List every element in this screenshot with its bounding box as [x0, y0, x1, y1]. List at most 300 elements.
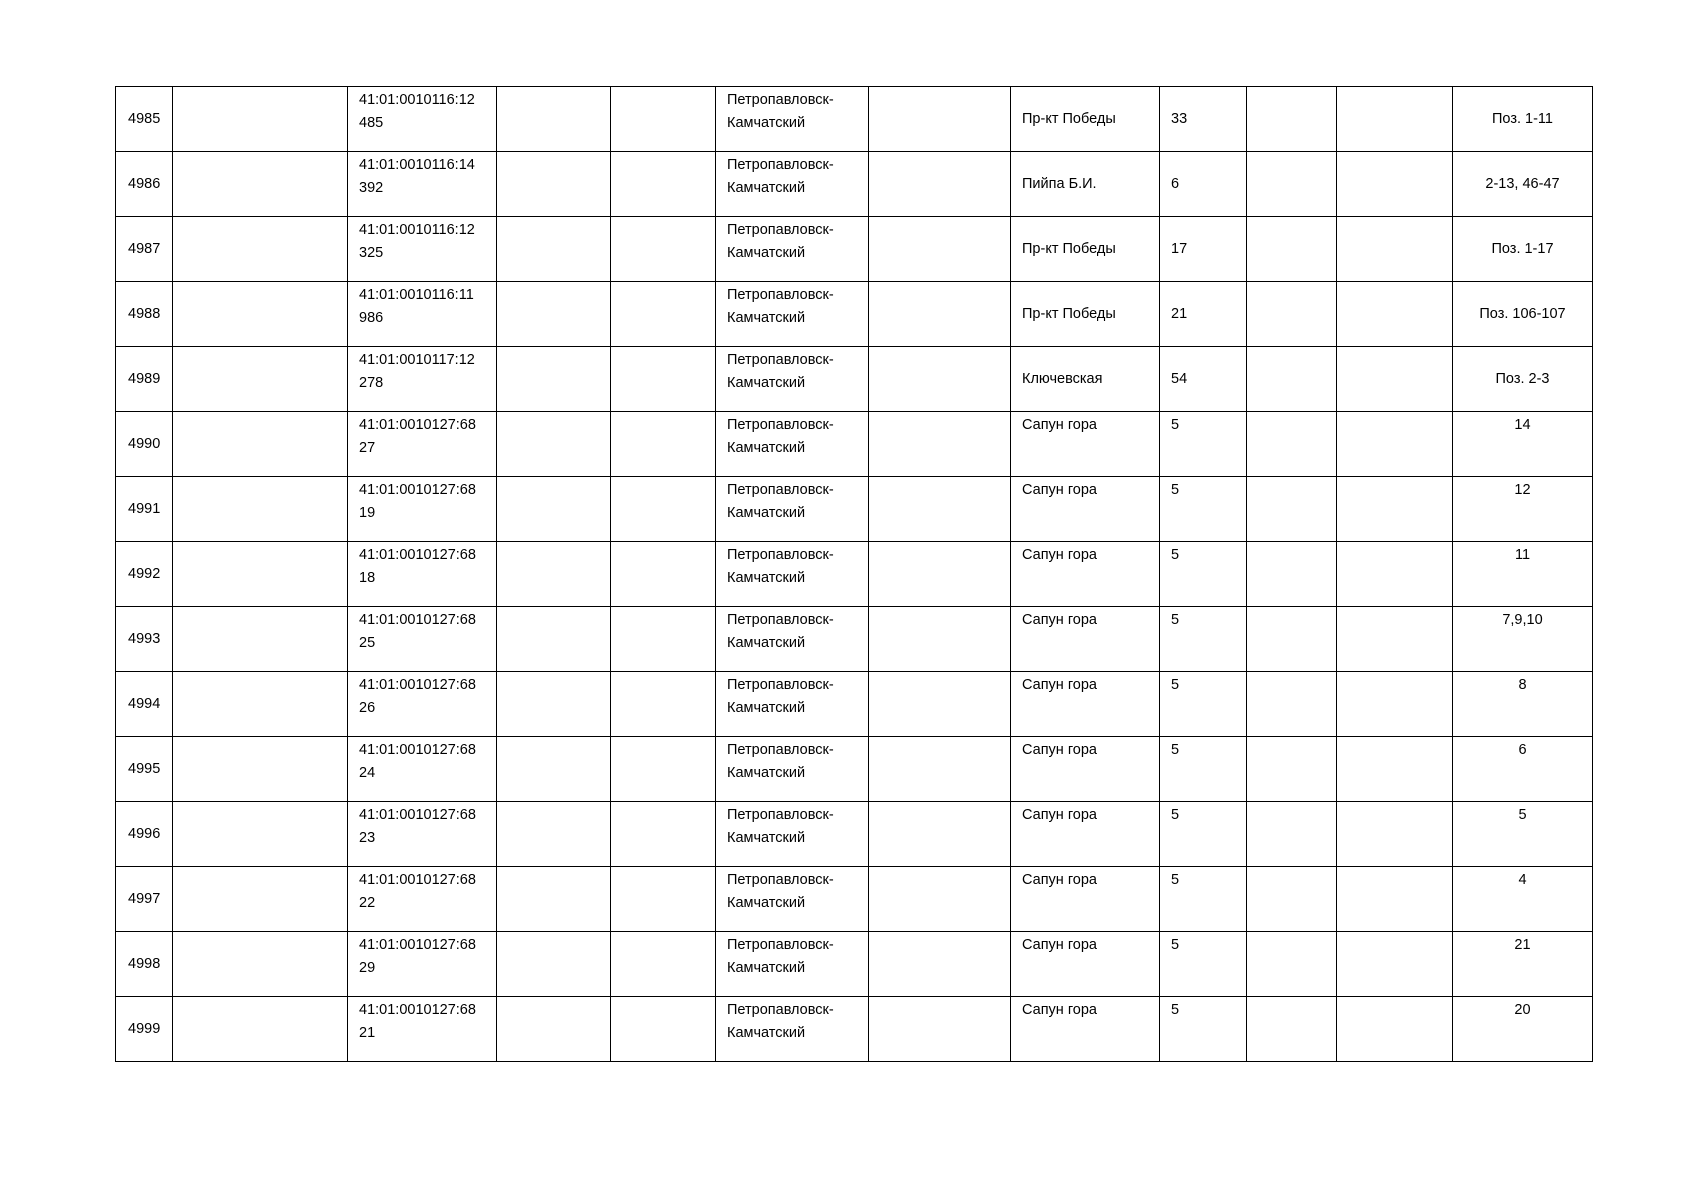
city-line-2: Камчатский	[727, 959, 806, 976]
city-line-1: Петропавловск-	[727, 612, 834, 628]
house-number-cell	[1160, 87, 1247, 152]
street-name: Сапун гора	[1022, 612, 1097, 628]
cadastral-number-line-2: 485	[359, 114, 384, 131]
premises-cell	[1453, 802, 1593, 867]
street-name: Сапун гора	[1022, 547, 1097, 563]
empty-cell	[869, 802, 1011, 867]
table-row	[116, 477, 1593, 542]
city-line-2: Камчатский	[727, 829, 806, 846]
empty-cell	[1337, 932, 1453, 997]
empty-cell	[497, 672, 611, 737]
city-line-2: Камчатский	[727, 309, 806, 326]
empty-cell	[611, 737, 716, 802]
row-number: 4995	[128, 760, 161, 777]
premises-cell	[1453, 672, 1593, 737]
cadastral-number-line-1: 41:01:0010127:68	[359, 612, 476, 628]
city-cell	[716, 412, 869, 477]
table-row	[116, 152, 1593, 217]
empty-cell	[1337, 217, 1453, 282]
house-number: 5	[1171, 417, 1180, 433]
empty-cell	[1337, 997, 1453, 1062]
premises-cell	[1453, 932, 1593, 997]
house-number: 5	[1171, 807, 1180, 823]
house-number: 5	[1171, 547, 1180, 563]
house-number: 21	[1171, 305, 1188, 322]
street-name: Сапун гора	[1022, 417, 1097, 433]
empty-cell	[869, 347, 1011, 412]
empty-cell	[1247, 347, 1337, 412]
street-cell	[1011, 347, 1160, 412]
premises-cell	[1453, 347, 1593, 412]
premises-cell	[1453, 607, 1593, 672]
row-number: 4988	[128, 305, 161, 322]
city-cell	[716, 282, 869, 347]
empty-cell	[173, 347, 348, 412]
city-line-2: Камчатский	[727, 699, 806, 716]
cadastral-number-line-2: 325	[359, 244, 384, 261]
cadastral-number-cell	[348, 542, 497, 607]
empty-cell	[1247, 867, 1337, 932]
empty-cell	[173, 412, 348, 477]
house-number: 5	[1171, 1002, 1180, 1018]
table-row	[116, 802, 1593, 867]
house-number-cell	[1160, 347, 1247, 412]
house-number-cell	[1160, 477, 1247, 542]
street-name: Сапун гора	[1022, 872, 1097, 888]
table-row	[116, 542, 1593, 607]
cadastral-number-line-2: 25	[359, 634, 376, 651]
cadastral-number-line-1: 41:01:0010127:68	[359, 1002, 476, 1018]
row-number-cell	[116, 347, 173, 412]
premises-numbers: 21	[1514, 937, 1531, 953]
empty-cell	[1247, 412, 1337, 477]
cadastral-number-line-2: 24	[359, 764, 376, 781]
cadastral-number-line-1: 41:01:0010117:12	[359, 352, 475, 368]
cadastral-number-line-2: 278	[359, 374, 384, 391]
premises-numbers: 4	[1518, 872, 1527, 888]
premises-numbers: 12	[1514, 482, 1531, 498]
empty-cell	[173, 802, 348, 867]
empty-cell	[611, 802, 716, 867]
city-cell	[716, 347, 869, 412]
empty-cell	[1337, 802, 1453, 867]
empty-cell	[869, 152, 1011, 217]
house-number-cell	[1160, 802, 1247, 867]
cadastral-number-line-2: 26	[359, 699, 376, 716]
row-number: 4990	[128, 435, 161, 452]
premises-cell	[1453, 737, 1593, 802]
city-line-1: Петропавловск-	[727, 352, 834, 368]
cadastral-number-line-1: 41:01:0010116:12	[359, 222, 475, 238]
street-cell	[1011, 282, 1160, 347]
registry-table	[115, 86, 1593, 1062]
empty-cell	[611, 217, 716, 282]
house-number: 54	[1171, 370, 1188, 387]
city-line-2: Камчатский	[727, 244, 806, 261]
city-line-1: Петропавловск-	[727, 547, 834, 563]
table-row	[116, 282, 1593, 347]
row-number-cell	[116, 412, 173, 477]
cadastral-number-line-1: 41:01:0010127:68	[359, 547, 476, 563]
street-cell	[1011, 542, 1160, 607]
row-number-cell	[116, 672, 173, 737]
street-cell	[1011, 217, 1160, 282]
empty-cell	[869, 542, 1011, 607]
house-number-cell	[1160, 737, 1247, 802]
cadastral-number-line-1: 41:01:0010127:68	[359, 742, 476, 758]
premises-cell	[1453, 412, 1593, 477]
empty-cell	[611, 87, 716, 152]
empty-cell	[497, 542, 611, 607]
street-cell	[1011, 87, 1160, 152]
empty-cell	[611, 607, 716, 672]
empty-cell	[1337, 87, 1453, 152]
table-row	[116, 737, 1593, 802]
empty-cell	[173, 282, 348, 347]
city-line-2: Камчатский	[727, 634, 806, 651]
cadastral-number-line-1: 41:01:0010127:68	[359, 807, 476, 823]
empty-cell	[869, 412, 1011, 477]
city-line-2: Камчатский	[727, 894, 806, 911]
empty-cell	[173, 542, 348, 607]
empty-cell	[1247, 802, 1337, 867]
city-line-2: Камчатский	[727, 439, 806, 456]
city-cell	[716, 932, 869, 997]
city-line-1: Петропавловск-	[727, 1002, 834, 1018]
row-number-cell	[116, 607, 173, 672]
street-cell	[1011, 672, 1160, 737]
empty-cell	[497, 932, 611, 997]
city-line-1: Петропавловск-	[727, 872, 834, 888]
row-number-cell	[116, 932, 173, 997]
city-line-1: Петропавловск-	[727, 937, 834, 953]
row-number: 4987	[128, 240, 161, 257]
premises-numbers: Поз. 106-107	[1479, 305, 1566, 322]
city-line-1: Петропавловск-	[727, 482, 834, 498]
city-cell	[716, 152, 869, 217]
premises-cell	[1453, 542, 1593, 607]
empty-cell	[173, 932, 348, 997]
premises-cell	[1453, 867, 1593, 932]
cadastral-number-cell	[348, 737, 497, 802]
street-name: Пр-кт Победы	[1022, 110, 1116, 127]
registry-table-body	[116, 87, 1593, 1062]
city-cell	[716, 87, 869, 152]
empty-cell	[611, 672, 716, 737]
empty-cell	[173, 672, 348, 737]
premises-numbers: 14	[1514, 417, 1531, 433]
empty-cell	[1247, 672, 1337, 737]
empty-cell	[1247, 997, 1337, 1062]
city-cell	[716, 802, 869, 867]
table-row	[116, 867, 1593, 932]
empty-cell	[1247, 737, 1337, 802]
empty-cell	[1337, 737, 1453, 802]
empty-cell	[497, 607, 611, 672]
street-name: Пр-кт Победы	[1022, 305, 1116, 322]
cadastral-number-line-1: 41:01:0010127:68	[359, 677, 476, 693]
row-number: 4996	[128, 825, 161, 842]
house-number-cell	[1160, 542, 1247, 607]
empty-cell	[173, 867, 348, 932]
row-number: 4994	[128, 695, 161, 712]
city-cell	[716, 607, 869, 672]
premises-numbers: 7,9,10	[1502, 612, 1543, 628]
city-line-1: Петропавловск-	[727, 222, 834, 238]
empty-cell	[497, 217, 611, 282]
street-cell	[1011, 607, 1160, 672]
city-cell	[716, 477, 869, 542]
empty-cell	[611, 477, 716, 542]
table-row	[116, 412, 1593, 477]
premises-cell	[1453, 87, 1593, 152]
city-line-1: Петропавловск-	[727, 92, 834, 108]
street-cell	[1011, 412, 1160, 477]
cadastral-number-line-1: 41:01:0010127:68	[359, 482, 476, 498]
premises-cell	[1453, 477, 1593, 542]
empty-cell	[497, 87, 611, 152]
row-number: 4985	[128, 110, 161, 127]
premises-numbers: 6	[1518, 742, 1527, 758]
row-number-cell	[116, 217, 173, 282]
cadastral-number-line-1: 41:01:0010116:12	[359, 92, 475, 108]
row-number-cell	[116, 802, 173, 867]
cadastral-number-line-2: 22	[359, 894, 376, 911]
empty-cell	[869, 477, 1011, 542]
cadastral-number-cell	[348, 347, 497, 412]
street-cell	[1011, 867, 1160, 932]
house-number-cell	[1160, 607, 1247, 672]
house-number-cell	[1160, 932, 1247, 997]
premises-numbers: Поз. 1-11	[1492, 110, 1553, 127]
table-row	[116, 607, 1593, 672]
street-name: Пр-кт Победы	[1022, 240, 1116, 257]
empty-cell	[497, 737, 611, 802]
cadastral-number-cell	[348, 152, 497, 217]
row-number: 4989	[128, 370, 161, 387]
house-number-cell	[1160, 152, 1247, 217]
empty-cell	[1247, 477, 1337, 542]
city-cell	[716, 542, 869, 607]
premises-numbers: Поз. 2-3	[1495, 370, 1550, 387]
city-line-2: Камчатский	[727, 1024, 806, 1041]
empty-cell	[611, 152, 716, 217]
city-line-1: Петропавловск-	[727, 417, 834, 433]
street-name: Сапун гора	[1022, 937, 1097, 953]
empty-cell	[1247, 217, 1337, 282]
city-line-1: Петропавловск-	[727, 677, 834, 693]
cadastral-number-line-2: 23	[359, 829, 376, 846]
city-line-2: Камчатский	[727, 764, 806, 781]
empty-cell	[173, 737, 348, 802]
empty-cell	[173, 607, 348, 672]
row-number-cell	[116, 282, 173, 347]
city-line-1: Петропавловск-	[727, 807, 834, 823]
premises-cell	[1453, 282, 1593, 347]
empty-cell	[869, 672, 1011, 737]
table-row	[116, 347, 1593, 412]
street-name: Сапун гора	[1022, 1002, 1097, 1018]
row-number: 4997	[128, 890, 161, 907]
row-number-cell	[116, 997, 173, 1062]
table-row	[116, 217, 1593, 282]
street-cell	[1011, 932, 1160, 997]
empty-cell	[497, 152, 611, 217]
cadastral-number-line-2: 27	[359, 439, 376, 456]
premises-numbers: 2-13, 46-47	[1485, 175, 1560, 192]
city-line-2: Камчатский	[727, 114, 806, 131]
cadastral-number-cell	[348, 607, 497, 672]
cadastral-number-cell	[348, 282, 497, 347]
empty-cell	[497, 347, 611, 412]
cadastral-number-line-2: 29	[359, 959, 376, 976]
premises-cell	[1453, 152, 1593, 217]
cadastral-number-line-2: 986	[359, 309, 384, 326]
street-cell	[1011, 737, 1160, 802]
city-cell	[716, 997, 869, 1062]
empty-cell	[173, 477, 348, 542]
cadastral-number-cell	[348, 802, 497, 867]
empty-cell	[497, 997, 611, 1062]
house-number: 17	[1171, 240, 1188, 257]
cadastral-number-line-1: 41:01:0010116:11	[359, 287, 474, 303]
empty-cell	[611, 932, 716, 997]
empty-cell	[1247, 542, 1337, 607]
street-cell	[1011, 152, 1160, 217]
empty-cell	[869, 217, 1011, 282]
street-name: Сапун гора	[1022, 807, 1097, 823]
cadastral-number-line-1: 41:01:0010127:68	[359, 872, 476, 888]
row-number-cell	[116, 477, 173, 542]
house-number: 5	[1171, 937, 1180, 953]
street-name: Сапун гора	[1022, 482, 1097, 498]
cadastral-number-cell	[348, 867, 497, 932]
street-name: Ключевская	[1022, 370, 1103, 387]
cadastral-number-line-2: 392	[359, 179, 384, 196]
empty-cell	[173, 997, 348, 1062]
house-number-cell	[1160, 412, 1247, 477]
empty-cell	[1247, 282, 1337, 347]
empty-cell	[1247, 607, 1337, 672]
cadastral-number-cell	[348, 997, 497, 1062]
house-number-cell	[1160, 282, 1247, 347]
empty-cell	[1247, 152, 1337, 217]
street-cell	[1011, 802, 1160, 867]
empty-cell	[497, 412, 611, 477]
house-number-cell	[1160, 997, 1247, 1062]
cadastral-number-line-2: 21	[359, 1024, 376, 1041]
city-line-1: Петропавловск-	[727, 287, 834, 303]
empty-cell	[1337, 607, 1453, 672]
empty-cell	[611, 412, 716, 477]
empty-cell	[497, 282, 611, 347]
cadastral-number-line-2: 19	[359, 504, 376, 521]
street-name: Сапун гора	[1022, 677, 1097, 693]
cadastral-number-cell	[348, 412, 497, 477]
empty-cell	[869, 282, 1011, 347]
house-number: 5	[1171, 612, 1180, 628]
table-row	[116, 932, 1593, 997]
empty-cell	[611, 542, 716, 607]
empty-cell	[611, 347, 716, 412]
empty-cell	[1337, 347, 1453, 412]
empty-cell	[1337, 542, 1453, 607]
street-name: Пийпа Б.И.	[1022, 175, 1097, 192]
empty-cell	[497, 477, 611, 542]
city-cell	[716, 867, 869, 932]
empty-cell	[1337, 152, 1453, 217]
premises-numbers: 11	[1514, 547, 1531, 563]
row-number: 4992	[128, 565, 161, 582]
house-number: 5	[1171, 482, 1180, 498]
cadastral-number-cell	[348, 672, 497, 737]
empty-cell	[173, 217, 348, 282]
house-number-cell	[1160, 217, 1247, 282]
table-row	[116, 672, 1593, 737]
house-number: 33	[1171, 110, 1188, 127]
premises-cell	[1453, 217, 1593, 282]
cadastral-number-line-1: 41:01:0010127:68	[359, 417, 476, 433]
row-number: 4991	[128, 500, 161, 517]
empty-cell	[497, 802, 611, 867]
city-cell	[716, 737, 869, 802]
empty-cell	[1337, 477, 1453, 542]
empty-cell	[1337, 412, 1453, 477]
row-number-cell	[116, 867, 173, 932]
street-cell	[1011, 477, 1160, 542]
empty-cell	[869, 867, 1011, 932]
house-number: 6	[1171, 175, 1180, 192]
cadastral-number-line-1: 41:01:0010116:14	[359, 157, 475, 173]
row-number: 4998	[128, 955, 161, 972]
empty-cell	[869, 737, 1011, 802]
empty-cell	[869, 87, 1011, 152]
premises-numbers: 20	[1514, 1002, 1531, 1018]
cadastral-number-cell	[348, 217, 497, 282]
row-number-cell	[116, 87, 173, 152]
street-cell	[1011, 997, 1160, 1062]
row-number-cell	[116, 737, 173, 802]
row-number: 4993	[128, 630, 161, 647]
cadastral-number-cell	[348, 87, 497, 152]
cadastral-number-cell	[348, 932, 497, 997]
street-name: Сапун гора	[1022, 742, 1097, 758]
empty-cell	[869, 607, 1011, 672]
empty-cell	[1247, 87, 1337, 152]
premises-numbers: 8	[1518, 677, 1527, 693]
empty-cell	[611, 282, 716, 347]
empty-cell	[611, 997, 716, 1062]
city-line-1: Петропавловск-	[727, 742, 834, 758]
empty-cell	[1337, 867, 1453, 932]
city-line-1: Петропавловск-	[727, 157, 834, 173]
empty-cell	[173, 152, 348, 217]
house-number: 5	[1171, 872, 1180, 888]
city-line-2: Камчатский	[727, 504, 806, 521]
city-cell	[716, 217, 869, 282]
row-number-cell	[116, 152, 173, 217]
table-row	[116, 997, 1593, 1062]
table-row	[116, 87, 1593, 152]
empty-cell	[1247, 932, 1337, 997]
empty-cell	[497, 867, 611, 932]
row-number-cell	[116, 542, 173, 607]
house-number-cell	[1160, 672, 1247, 737]
premises-cell	[1453, 997, 1593, 1062]
empty-cell	[869, 932, 1011, 997]
row-number: 4986	[128, 175, 161, 192]
empty-cell	[1337, 672, 1453, 737]
